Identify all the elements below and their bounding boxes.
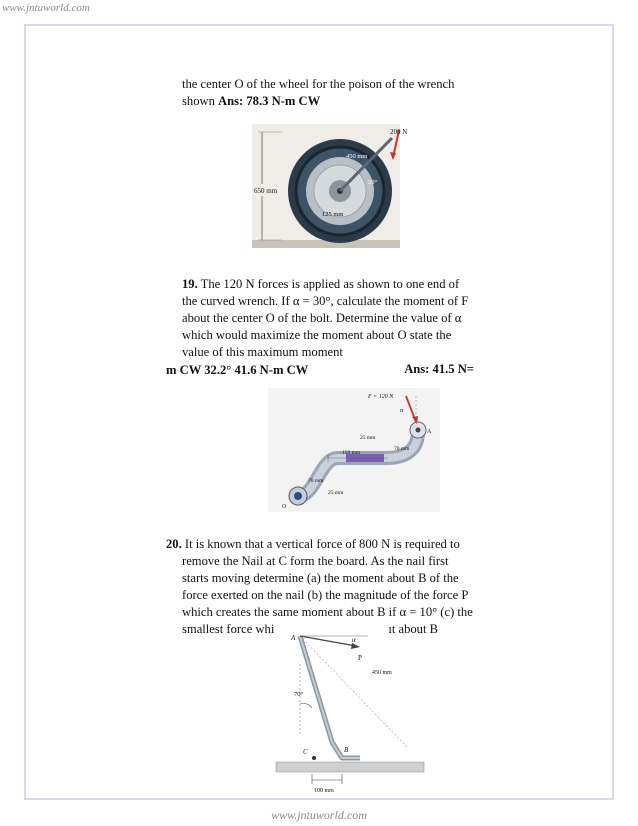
problem-20-line-1: 20. It is known that a vertical force of 800 N is required to	[166, 537, 460, 551]
problem-19-line-4: which would maximize the moment about O state the	[182, 328, 452, 342]
problem-20-text	[166, 536, 474, 638]
problem-20-line-6: smallest force whi ıt about B	[182, 622, 439, 636]
problem-18-text	[182, 76, 474, 110]
dim-70-right: 70 mm	[394, 446, 410, 452]
problem-20-line-3: starts moving determine (a) the moment about B of the	[182, 571, 459, 585]
problem-20-line-4: force exerted on the nail (b) the magnitude of the force P	[182, 588, 469, 602]
dim-150: 150 mm	[342, 450, 361, 456]
force-f-label: F = 120 N	[368, 394, 394, 400]
point-o-label: O	[282, 504, 287, 510]
small-dim-label: 125 mm	[322, 211, 344, 218]
puller-bar	[300, 636, 360, 758]
point-c-label: C	[303, 748, 308, 756]
alpha-label: α	[352, 636, 356, 644]
problem-19-line-2: the curved wrench. If α = 30°, calculate the moment of F	[182, 294, 469, 308]
problem-19-answer-b: m CW 32.2° 41.6 N-m CW	[166, 363, 309, 377]
length-label: 450 mm	[372, 670, 392, 676]
problem-19-line-5: value of this maximum moment	[182, 345, 343, 359]
problem-20-line-2: remove the Nail at C form the board. As the nail first	[182, 554, 449, 568]
point-a-label: A	[291, 634, 296, 642]
problem-18-line-1: the center O of the wheel for the poison of the wrench	[182, 77, 455, 91]
problem-20-number: 20.	[166, 537, 182, 551]
angle-label: 20°	[368, 179, 378, 186]
footer-watermark: www.jntuworld.com	[271, 808, 367, 822]
board	[276, 762, 424, 772]
point-b-label: B	[344, 746, 349, 754]
height-label: 650 mm	[254, 187, 278, 195]
header-watermark: www.jntuworld.com	[2, 2, 90, 14]
problem-19-number: 19.	[182, 277, 198, 291]
problem-19-line-3: about the center O of the bolt. Determine the value of α	[182, 311, 462, 325]
wheel-wrench-figure	[252, 124, 408, 248]
dim-25-bottom: 25 mm	[328, 490, 344, 496]
problem-19-line-1: 19. The 120 N forces is applied as shown to one end of	[182, 277, 460, 291]
force-p-label: P	[358, 654, 362, 662]
problem-18-answer: Ans: 78.3 N-m CW	[218, 94, 321, 108]
problem-19-answer-a: Ans: 41.5 N=	[404, 362, 474, 376]
force-label: 200 N	[390, 128, 408, 136]
angle-label: 70°	[294, 691, 304, 698]
problem-20-line-5: which creates the same moment about B if α = 10° (c) the	[182, 605, 473, 619]
arm-label: 450 mm	[346, 153, 368, 160]
curved-wrench-figure	[268, 388, 440, 512]
point-a-label: A	[427, 429, 432, 435]
alpha-label: α	[400, 408, 404, 414]
nail-puller-figure	[270, 624, 428, 796]
base-label: 100 mm	[314, 788, 334, 794]
force-p-arrow	[300, 636, 356, 646]
nail-c	[312, 756, 316, 760]
dim-25-top: 25 mm	[360, 435, 376, 441]
dim-70-left: 70 mm	[308, 478, 324, 484]
problem-18-line-2: shown Ans: 78.3 N-m CW	[182, 94, 321, 108]
